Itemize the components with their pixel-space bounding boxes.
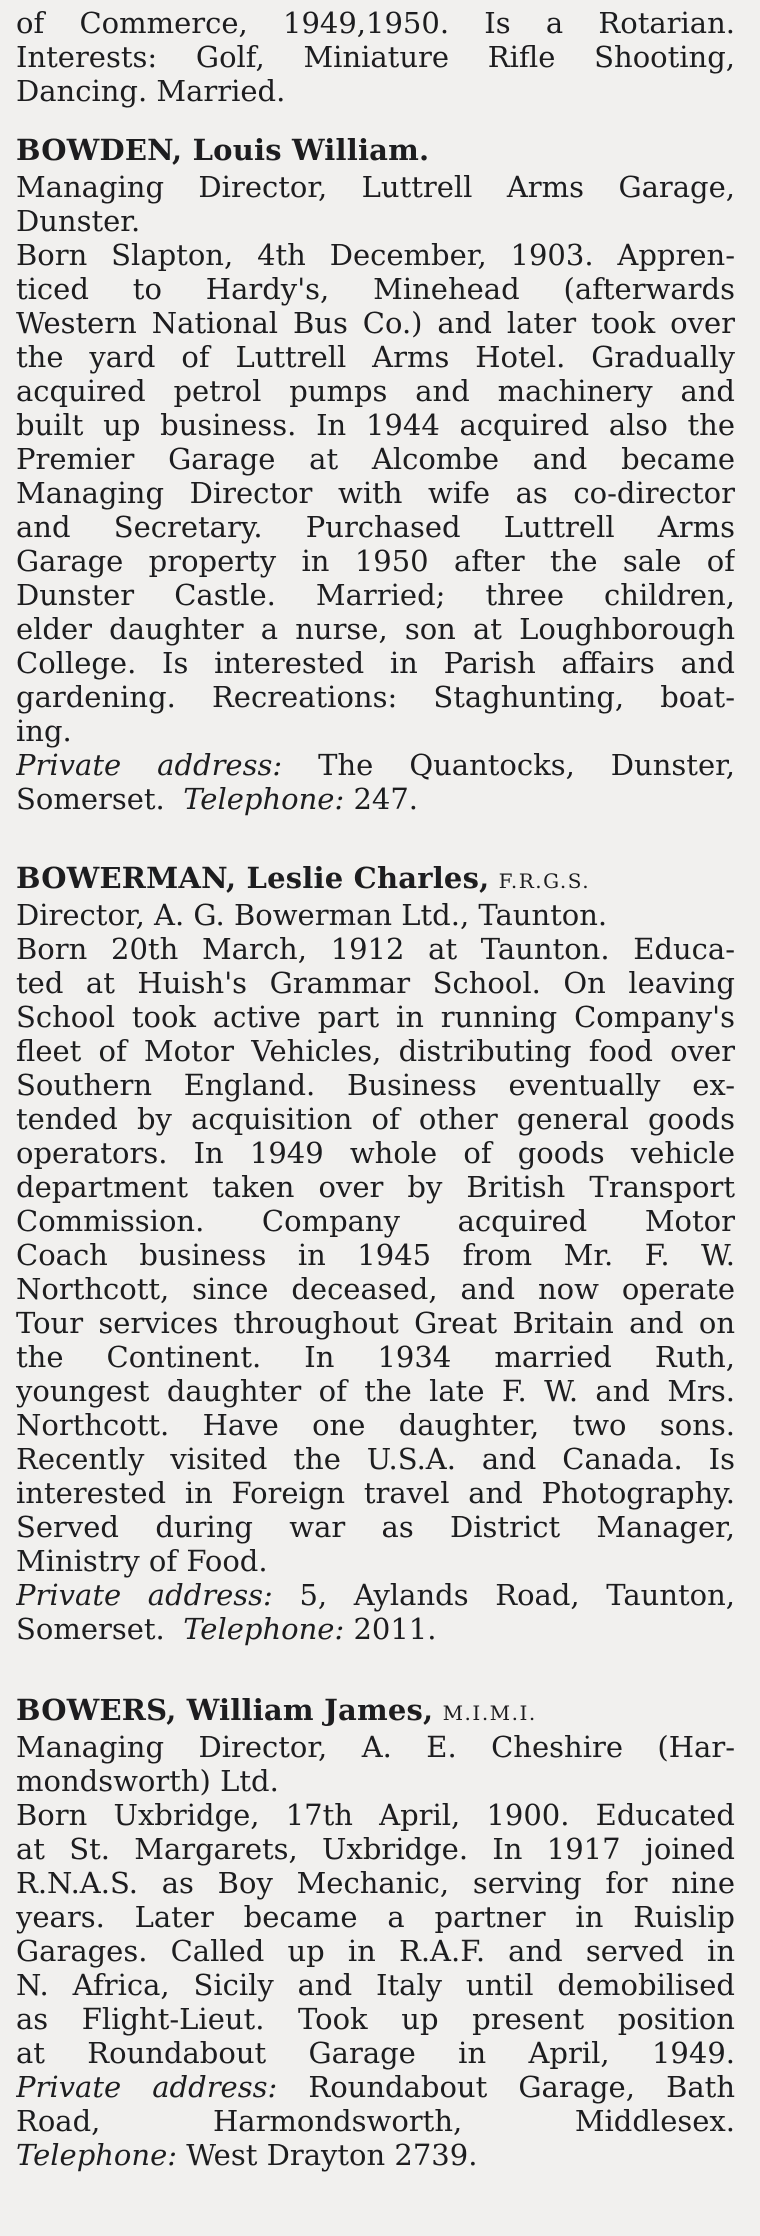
text-line: Ministry of Food. [16, 1544, 268, 1578]
entry-heading [16, 1690, 735, 1730]
telephone-label: Telephone: [183, 782, 345, 816]
text-line: at St. Margarets, Uxbridge. In 1917 joined [16, 1832, 735, 1866]
text-line: Tour services throughout Great Britain and on [16, 1306, 735, 1340]
text-line: fleet of Motor Vehicles, distributing food over [16, 1034, 735, 1068]
entry-heading [16, 858, 735, 898]
text-line: Born Slapton, 4th December, 1903. Appren- [16, 238, 735, 272]
telephone-label: Telephone: [16, 2138, 178, 2172]
entry-qualification: F.R.G.S. [498, 869, 591, 893]
text-line: Garage property in 1950 after the sale of [16, 544, 735, 578]
text-line: Born 20th March, 1912 at Taunton. Educa- [16, 932, 735, 966]
text-line: years. Later became a partner in Ruislip [16, 1900, 735, 1934]
entry-bowerman [16, 858, 735, 1646]
entry-name: BOWERS, William James, [16, 1693, 434, 1727]
text-line: built up business. In 1944 acquired also the [16, 408, 735, 442]
text-line: Born Uxbridge, 17th April, 1900. Educated [16, 1798, 735, 1832]
entry-name: BOWDEN, Louis William. [16, 133, 430, 167]
text-line: Recently visited the U.S.A. and Canada. Is [16, 1442, 735, 1476]
text-line: Northcott, since deceased, and now operate [16, 1272, 735, 1306]
text-line: Western National Bus Co.) and later took over [16, 306, 735, 340]
text-line: Dunster. [16, 204, 141, 238]
text-line: and Secretary. Purchased Luttrell Arms [16, 510, 735, 544]
text-line: at Roundabout Garage in April, 1949. [16, 2036, 735, 2070]
address-text: The Quantocks, Dunster, [318, 748, 735, 782]
text-line: tended by acquisition of other general goods [16, 1102, 735, 1136]
text-line: interested in Foreign travel and Photography. [16, 1476, 735, 1510]
text-line: Managing Director with wife as co-director [16, 476, 735, 510]
text-line: ted at Huish's Grammar School. On leaving [16, 966, 735, 1000]
text-line: the Continent. In 1934 married Ruth, [16, 1340, 735, 1374]
text-line: Southern England. Business eventually ex- [16, 1068, 735, 1102]
text-line: R.N.A.S. as Boy Mechanic, serving for nine [16, 1866, 735, 1900]
text-line: gardening. Recreations: Staghunting, boat- [16, 680, 735, 714]
address-text: 5, Aylands Road, Taunton, [299, 1578, 735, 1612]
address-label: Private address: [16, 1578, 273, 1612]
text-line: Dunster Castle. Married; three children, [16, 578, 735, 612]
telephone-label: Telephone: [183, 1612, 345, 1646]
text-line: Northcott. Have one daughter, two sons. [16, 1408, 735, 1442]
telephone-number: 247. [353, 782, 419, 816]
text-line: School took active part in running Company's [16, 1000, 735, 1034]
entry-bowers [16, 1690, 735, 2172]
address-label: Private address: [16, 748, 283, 782]
telephone-number: 2011. [353, 1612, 437, 1646]
telephone-number: West Drayton 2739. [186, 2138, 478, 2172]
text-line: of Commerce, 1949,1950. Is a Rotarian. [16, 6, 735, 40]
text-line: N. Africa, Sicily and Italy until demobilised [16, 1968, 735, 2002]
text-line: Garages. Called up in R.A.F. and served in [16, 1934, 735, 1968]
text-line: elder daughter a nurse, son at Loughborough [16, 612, 735, 646]
address-text: Somerset. [16, 782, 165, 816]
text-line: mondsworth) Ltd. [16, 1764, 279, 1798]
text-line: Dancing. Married. [16, 74, 286, 108]
address-text: Somerset. [16, 1612, 165, 1646]
text-line: Managing Director, Luttrell Arms Garage, [16, 170, 735, 204]
text-line: Director, A. G. Bowerman Ltd., Taunton. [16, 898, 608, 932]
text-line: Managing Director, A. E. Cheshire (Har- [16, 1730, 735, 1764]
text-line: College. Is interested in Parish affairs and [16, 646, 735, 680]
text-line: acquired petrol pumps and machinery and [16, 374, 735, 408]
text-line: as Flight-Lieut. Took up present position [16, 2002, 735, 2036]
text-line: Coach business in 1945 from Mr. F. W. [16, 1238, 735, 1272]
text-line: operators. In 1949 whole of goods vehicle [16, 1136, 735, 1170]
text-line: ing. [16, 714, 72, 748]
intro-text [16, 6, 735, 108]
address-line [16, 2104, 735, 2138]
text-line: youngest daughter of the late F. W. and Mrs. [16, 1374, 735, 1408]
text-line: Commission. Company acquired Motor [16, 1204, 735, 1238]
text-line: ticed to Hardy's, Minehead (afterwards [16, 272, 735, 306]
address-text: Road, Harmondsworth, Middlesex. [16, 2104, 735, 2138]
entry-heading [16, 130, 735, 170]
address-line [16, 1612, 735, 1646]
address-line [16, 748, 735, 782]
entry-name: BOWERMAN, Leslie Charles, [16, 861, 490, 895]
address-text: Roundabout Garage, Bath [308, 2070, 735, 2104]
telephone-line [16, 2138, 735, 2172]
entry-qualification: M.I.M.I. [442, 1701, 537, 1725]
text-line: Premier Garage at Alcombe and became [16, 442, 735, 476]
text-line: department taken over by British Transport [16, 1170, 735, 1204]
text-line: Interests: Golf, Miniature Rifle Shooting, [16, 40, 735, 74]
address-line [16, 782, 735, 816]
text-line: the yard of Luttrell Arms Hotel. Gradually [16, 340, 735, 374]
address-label: Private address: [16, 2070, 278, 2104]
address-line [16, 1578, 735, 1612]
text-line: Served during war as District Manager, [16, 1510, 735, 1544]
entry-bowden [16, 130, 735, 816]
address-line [16, 2070, 735, 2104]
